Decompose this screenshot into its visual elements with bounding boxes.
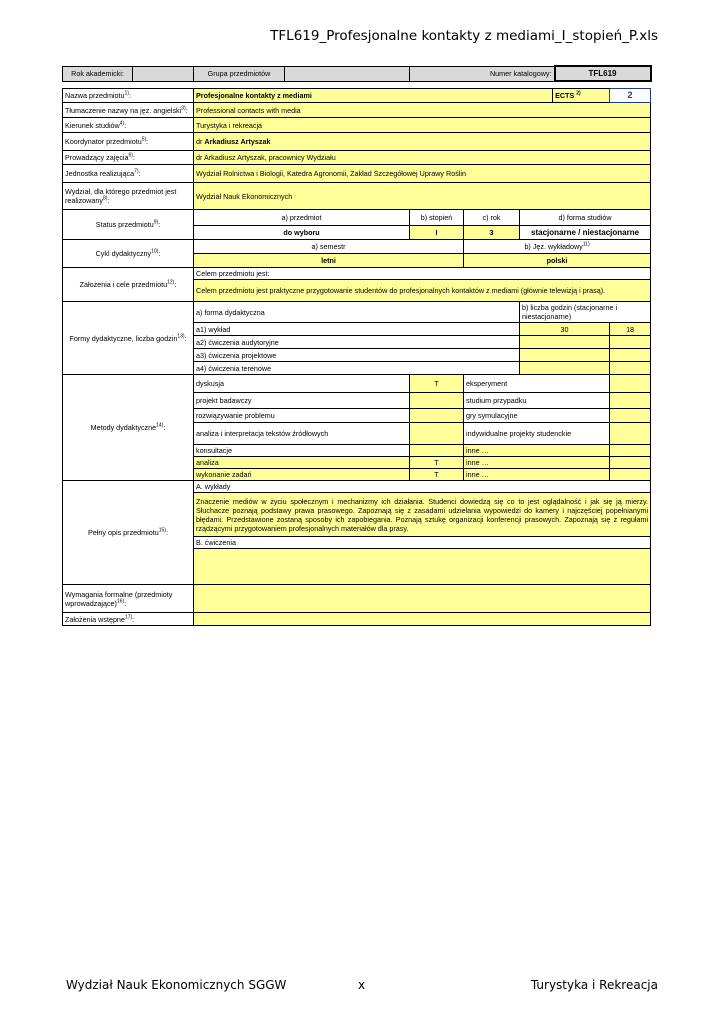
opis-label: Pełny opis przedmiotu$^{15)}$: [63, 481, 194, 585]
opis-b-text [194, 549, 651, 585]
document-title: TFL619_Profesjonalne kontakty z mediami_I_stopień_P.xls [270, 28, 658, 44]
kierunek-value: Turystyka i rekreacja [194, 118, 651, 133]
metody-left: projekt badawczy [194, 393, 410, 409]
nazwa-przedmiotu-label: Nazwa przedmiotu$^{1)}$: [63, 89, 194, 103]
status-forma-value: stacjonarne / niestacjonarne [520, 226, 651, 240]
formy-item-niestac [610, 349, 651, 362]
status-przedmiot-value: do wyboru [194, 226, 410, 240]
metody-left: analiza [194, 457, 410, 469]
formy-item-stac [520, 362, 610, 375]
formy-label: Formy dydaktyczne, liczba godzin$^{13)}$: [63, 302, 194, 375]
formy-item-stac [520, 349, 610, 362]
opis-b-header: B. ćwiczenia [194, 537, 651, 549]
cykl-semestr-value: letni [194, 254, 464, 268]
metody-left-mark [410, 445, 464, 457]
footer-left: Wydział Nauk Ekonomicznych SGGW [66, 978, 287, 992]
formy-godziny-header: b) liczba godzin (stacjonarne i niestacjonarne) [520, 302, 651, 323]
tlumaczenie-label: Tłumaczenie nazwy na jęz. angielski$^{3)}$: [63, 103, 194, 118]
metody-right-mark [610, 445, 651, 457]
wymagania-label: Wymagania formalne (przedmioty wprowadzające)$^{16)}$: [63, 585, 194, 613]
numer-katalogowy-value: TFL619 [555, 66, 651, 81]
koordynator-label: Koordynator przedmiotu$^{5)}$: [63, 133, 194, 151]
prowadzacy-label: Prowadzący zajęcia$^{6)}$: [63, 151, 194, 165]
prowadzacy-value: dr Arkadiusz Artyszak, pracownicy Wydziału [194, 151, 651, 165]
cykl-jezyk-value: polski [464, 254, 651, 268]
metody-left-mark [410, 393, 464, 409]
metody-left: rozwiązywanie problemu [194, 409, 410, 423]
ects-value: 2 [610, 89, 651, 103]
metody-right: inne … [464, 457, 610, 469]
metody-right: gry symulacyjne [464, 409, 610, 423]
metody-right-mark [610, 409, 651, 423]
formy-item-name: a3) ćwiczenia projektowe [194, 349, 520, 362]
ects-label: ECTS $^{2)}$ [553, 89, 610, 103]
metody-left: analiza i interpretacja tekstów źródłowych [194, 423, 410, 445]
wymagania-value [194, 585, 651, 613]
metody-right-mark [610, 423, 651, 445]
zalozenia-line2: Celem przedmiotu jest praktyczne przygotowanie studentów do profesjonalnych kontaktów z mediami (głównie telewizją i prasą). [194, 280, 651, 302]
metody-right: inne … [464, 469, 610, 481]
cykl-label: Cykl dydaktyczny$^{10)}$: [63, 240, 194, 268]
cykl-jezyk-header: b) Jęz. wykładowy$^{11)}$ [464, 240, 651, 254]
rok-akademicki-label: Rok akademicki: [63, 66, 133, 81]
formy-item-niestac [610, 362, 651, 375]
jednostka-value: Wydział Rolnictwa i Biologii, Katedra Agronomii, Zakład Szczegółowej Uprawy Roślin [194, 165, 651, 183]
formy-item-niestac: 18 [610, 323, 651, 336]
grupa-przedmiotow-value [285, 66, 410, 81]
cykl-semestr-header: a) semestr [194, 240, 464, 254]
metody-left-mark [410, 423, 464, 445]
formy-item-name: a4) ćwiczenia terenowe [194, 362, 520, 375]
status-przedmiot-header: a) przedmiot [194, 210, 410, 226]
jednostka-label: Jednostka realizująca$^{7)}$: [63, 165, 194, 183]
status-rok-value: 3 [464, 226, 520, 240]
tlumaczenie-value: Professional contacts with media [194, 103, 651, 118]
zalozenia-wstepne-value [194, 613, 651, 626]
footer-right: Turystyka i Rekreacja [530, 978, 658, 992]
zalozenia-label: Założenia i cele przedmiotu$^{12)}$: [63, 268, 194, 302]
footer-center: x [358, 978, 366, 992]
wydzial-value: Wydział Nauk Ekonomicznych [194, 183, 651, 210]
opis-a-text: Znaczenie mediów w życiu społecznym i mechanizmy ich działania. Studenci dowiedzą się co to jest oglądalność i jak się ją mierzy. Słuchacze poznają podstawy prawa prasowego. Zapoznają się z zasadami udzielania wypowiedzi do kamery i najczęściej popełnianymi błędami. Przedstawione zostaną sposoby ich zapobiegania. Poznają sztukę organizacji konferencji prasowych. Zapoznają się z regułami rządzącymi przygotowaniem profesjonalnych materiałów dla prasy. [194, 493, 651, 537]
nazwa-przedmiotu-value: Profesjonalne kontakty z mediami [194, 89, 553, 103]
metody-right: studium przypadku [464, 393, 610, 409]
metody-left-mark: T [410, 457, 464, 469]
status-rok-header: c) rok [464, 210, 520, 226]
status-stopien-value: I [410, 226, 464, 240]
rok-akademicki-value [133, 66, 194, 81]
metody-left: wykonanie zadań [194, 469, 410, 481]
formy-item-stac [520, 336, 610, 349]
syllabus-table [62, 88, 651, 626]
status-stopien-header: b) stopień [410, 210, 464, 226]
status-label: Status przedmiotu$^{9)}$: [63, 210, 194, 240]
header-table [62, 65, 652, 82]
metody-label: Metody dydaktyczne$^{14)}$: [63, 375, 194, 481]
metody-right-mark [610, 469, 651, 481]
metody-left: dyskusja [194, 375, 410, 393]
wydzial-label: Wydział, dla którego przedmiot jest realizowany$^{8)}$: [63, 183, 194, 210]
metody-right: inne … [464, 445, 610, 457]
zalozenia-line1: Celem przedmiotu jest: [194, 268, 651, 280]
zalozenia-wstepne-label: Założenia wstępne$^{17)}$: [63, 613, 194, 626]
metody-right: indywidualne projekty studenckie [464, 423, 610, 445]
koordynator-value: dr Arkadiusz Artyszak [194, 133, 651, 151]
metody-left: konsultacje [194, 445, 410, 457]
status-forma-header: d) forma studiów [520, 210, 651, 226]
metody-right: eksperyment [464, 375, 610, 393]
kierunek-label: Kierunek studiów$^{4)}$: [63, 118, 194, 133]
formy-forma-header: a) forma dydaktyczna [194, 302, 520, 323]
numer-katalogowy-label: Numer katalogowy: [410, 66, 555, 81]
formy-item-stac: 30 [520, 323, 610, 336]
formy-item-name: a2) ćwiczenia audytoryjne [194, 336, 520, 349]
formy-item-name: a1) wykład [194, 323, 520, 336]
formy-item-niestac [610, 336, 651, 349]
metody-right-mark [610, 393, 651, 409]
grupa-przedmiotow-label: Grupa przedmiotów [194, 66, 285, 81]
metody-right-mark [610, 457, 651, 469]
metody-left-mark [410, 409, 464, 423]
metody-right-mark [610, 375, 651, 393]
opis-a-header: A. wykłady [194, 481, 651, 493]
metody-left-mark: T [410, 375, 464, 393]
metody-left-mark: T [410, 469, 464, 481]
